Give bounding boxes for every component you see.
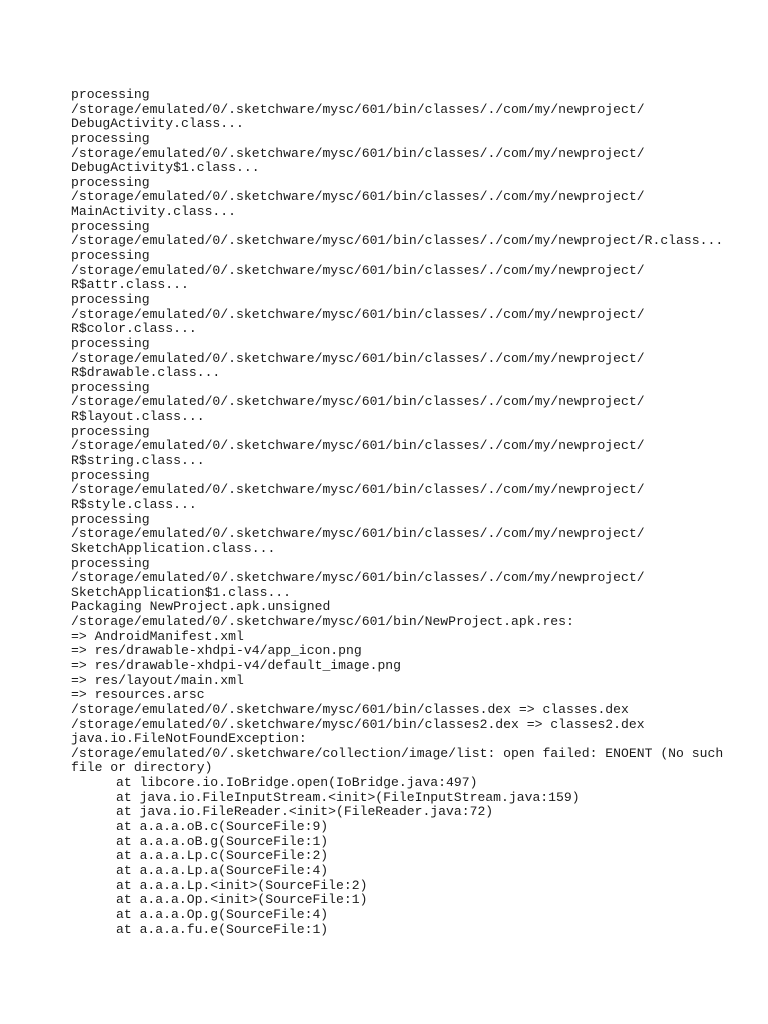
log-line: /storage/emulated/0/.sketchware/mysc/601/bin/classes.dex => classes.dex (71, 701, 629, 717)
log-line: /storage/emulated/0/.sketchware/collection/image/list: open failed: ENOENT (No such (71, 745, 724, 761)
log-line: at java.io.FileInputStream.<init>(FileInputStream.java:159) (116, 789, 580, 805)
log-line: /storage/emulated/0/.sketchware/mysc/601/bin/classes/./com/my/newproject/ (71, 306, 645, 322)
log-line: processing (71, 423, 150, 439)
log-line: => resources.arsc (71, 687, 205, 703)
log-line: R$string.class... (71, 453, 205, 469)
log-line: processing (71, 511, 150, 527)
log-line: at a.a.a.oB.c(SourceFile:9) (116, 819, 329, 835)
log-line: processing (71, 379, 150, 395)
log-line: SketchApplication.class... (71, 540, 276, 556)
log-line: file or directory) (71, 760, 213, 776)
log-line: R$color.class... (71, 321, 197, 337)
log-line: at java.io.FileReader.<init>(FileReader.java:72) (116, 804, 494, 820)
log-line: /storage/emulated/0/.sketchware/mysc/601/bin/classes/./com/my/newproject/ (71, 394, 645, 410)
log-line: processing (71, 130, 150, 146)
log-line: processing (71, 218, 150, 234)
log-line: at a.a.a.oB.g(SourceFile:1) (116, 833, 329, 849)
log-line: at a.a.a.fu.e(SourceFile:1) (116, 921, 329, 937)
log-line: /storage/emulated/0/.sketchware/mysc/601/bin/classes/./com/my/newproject/R.class... (71, 233, 724, 249)
log-line: at a.a.a.Lp.c(SourceFile:2) (116, 848, 329, 864)
build-log (71, 88, 728, 937)
log-line: R$drawable.class... (71, 365, 221, 381)
log-line: at a.a.a.Lp.a(SourceFile:4) (116, 862, 329, 878)
log-line: /storage/emulated/0/.sketchware/mysc/601/bin/classes2.dex => classes2.dex (71, 716, 645, 732)
log-line: processing (71, 87, 150, 102)
log-line: processing (71, 467, 150, 483)
log-line: DebugActivity.class... (71, 116, 244, 132)
log-line: /storage/emulated/0/.sketchware/mysc/601/bin/classes/./com/my/newproject/ (71, 350, 645, 366)
log-line: processing (71, 291, 150, 307)
log-line: SketchApplication$1.class... (71, 584, 292, 600)
log-line: => AndroidManifest.xml (71, 628, 244, 644)
log-line: at libcore.io.IoBridge.open(IoBridge.java:497) (116, 775, 478, 791)
log-line: /storage/emulated/0/.sketchware/mysc/601/bin/classes/./com/my/newproject/ (71, 570, 645, 586)
log-line: java.io.FileNotFoundException: (71, 731, 307, 747)
log-line: /storage/emulated/0/.sketchware/mysc/601/bin/classes/./com/my/newproject/ (71, 526, 645, 542)
log-line: at a.a.a.Op.<init>(SourceFile:1) (116, 892, 368, 908)
log-line: at a.a.a.Lp.<init>(SourceFile:2) (116, 877, 368, 893)
log-line: R$layout.class... (71, 409, 205, 425)
log-line: /storage/emulated/0/.sketchware/mysc/601/bin/classes/./com/my/newproject/ (71, 145, 645, 161)
log-line: /storage/emulated/0/.sketchware/mysc/601/bin/NewProject.apk.res: (71, 614, 574, 630)
log-line: => res/layout/main.xml (71, 672, 244, 688)
log-line: at a.a.a.Op.g(SourceFile:4) (116, 906, 329, 922)
log-line: => res/drawable-xhdpi-v4/default_image.png (71, 657, 402, 673)
log-line: processing (71, 335, 150, 351)
log-line: /storage/emulated/0/.sketchware/mysc/601/bin/classes/./com/my/newproject/ (71, 101, 645, 117)
log-line: /storage/emulated/0/.sketchware/mysc/601/bin/classes/./com/my/newproject/ (71, 482, 645, 498)
log-line: DebugActivity$1.class... (71, 160, 260, 176)
log-line: /storage/emulated/0/.sketchware/mysc/601/bin/classes/./com/my/newproject/ (71, 189, 645, 205)
log-line: /storage/emulated/0/.sketchware/mysc/601/bin/classes/./com/my/newproject/ (71, 438, 645, 454)
log-line: processing (71, 555, 150, 571)
log-line: Packaging NewProject.apk.unsigned (71, 599, 331, 615)
log-line: /storage/emulated/0/.sketchware/mysc/601/bin/classes/./com/my/newproject/ (71, 262, 645, 278)
log-line: R$style.class... (71, 496, 197, 512)
log-line: processing (71, 248, 150, 264)
log-line: processing (71, 174, 150, 190)
log-line: => res/drawable-xhdpi-v4/app_icon.png (71, 643, 362, 659)
log-line: R$attr.class... (71, 277, 189, 293)
log-line: MainActivity.class... (71, 204, 237, 220)
